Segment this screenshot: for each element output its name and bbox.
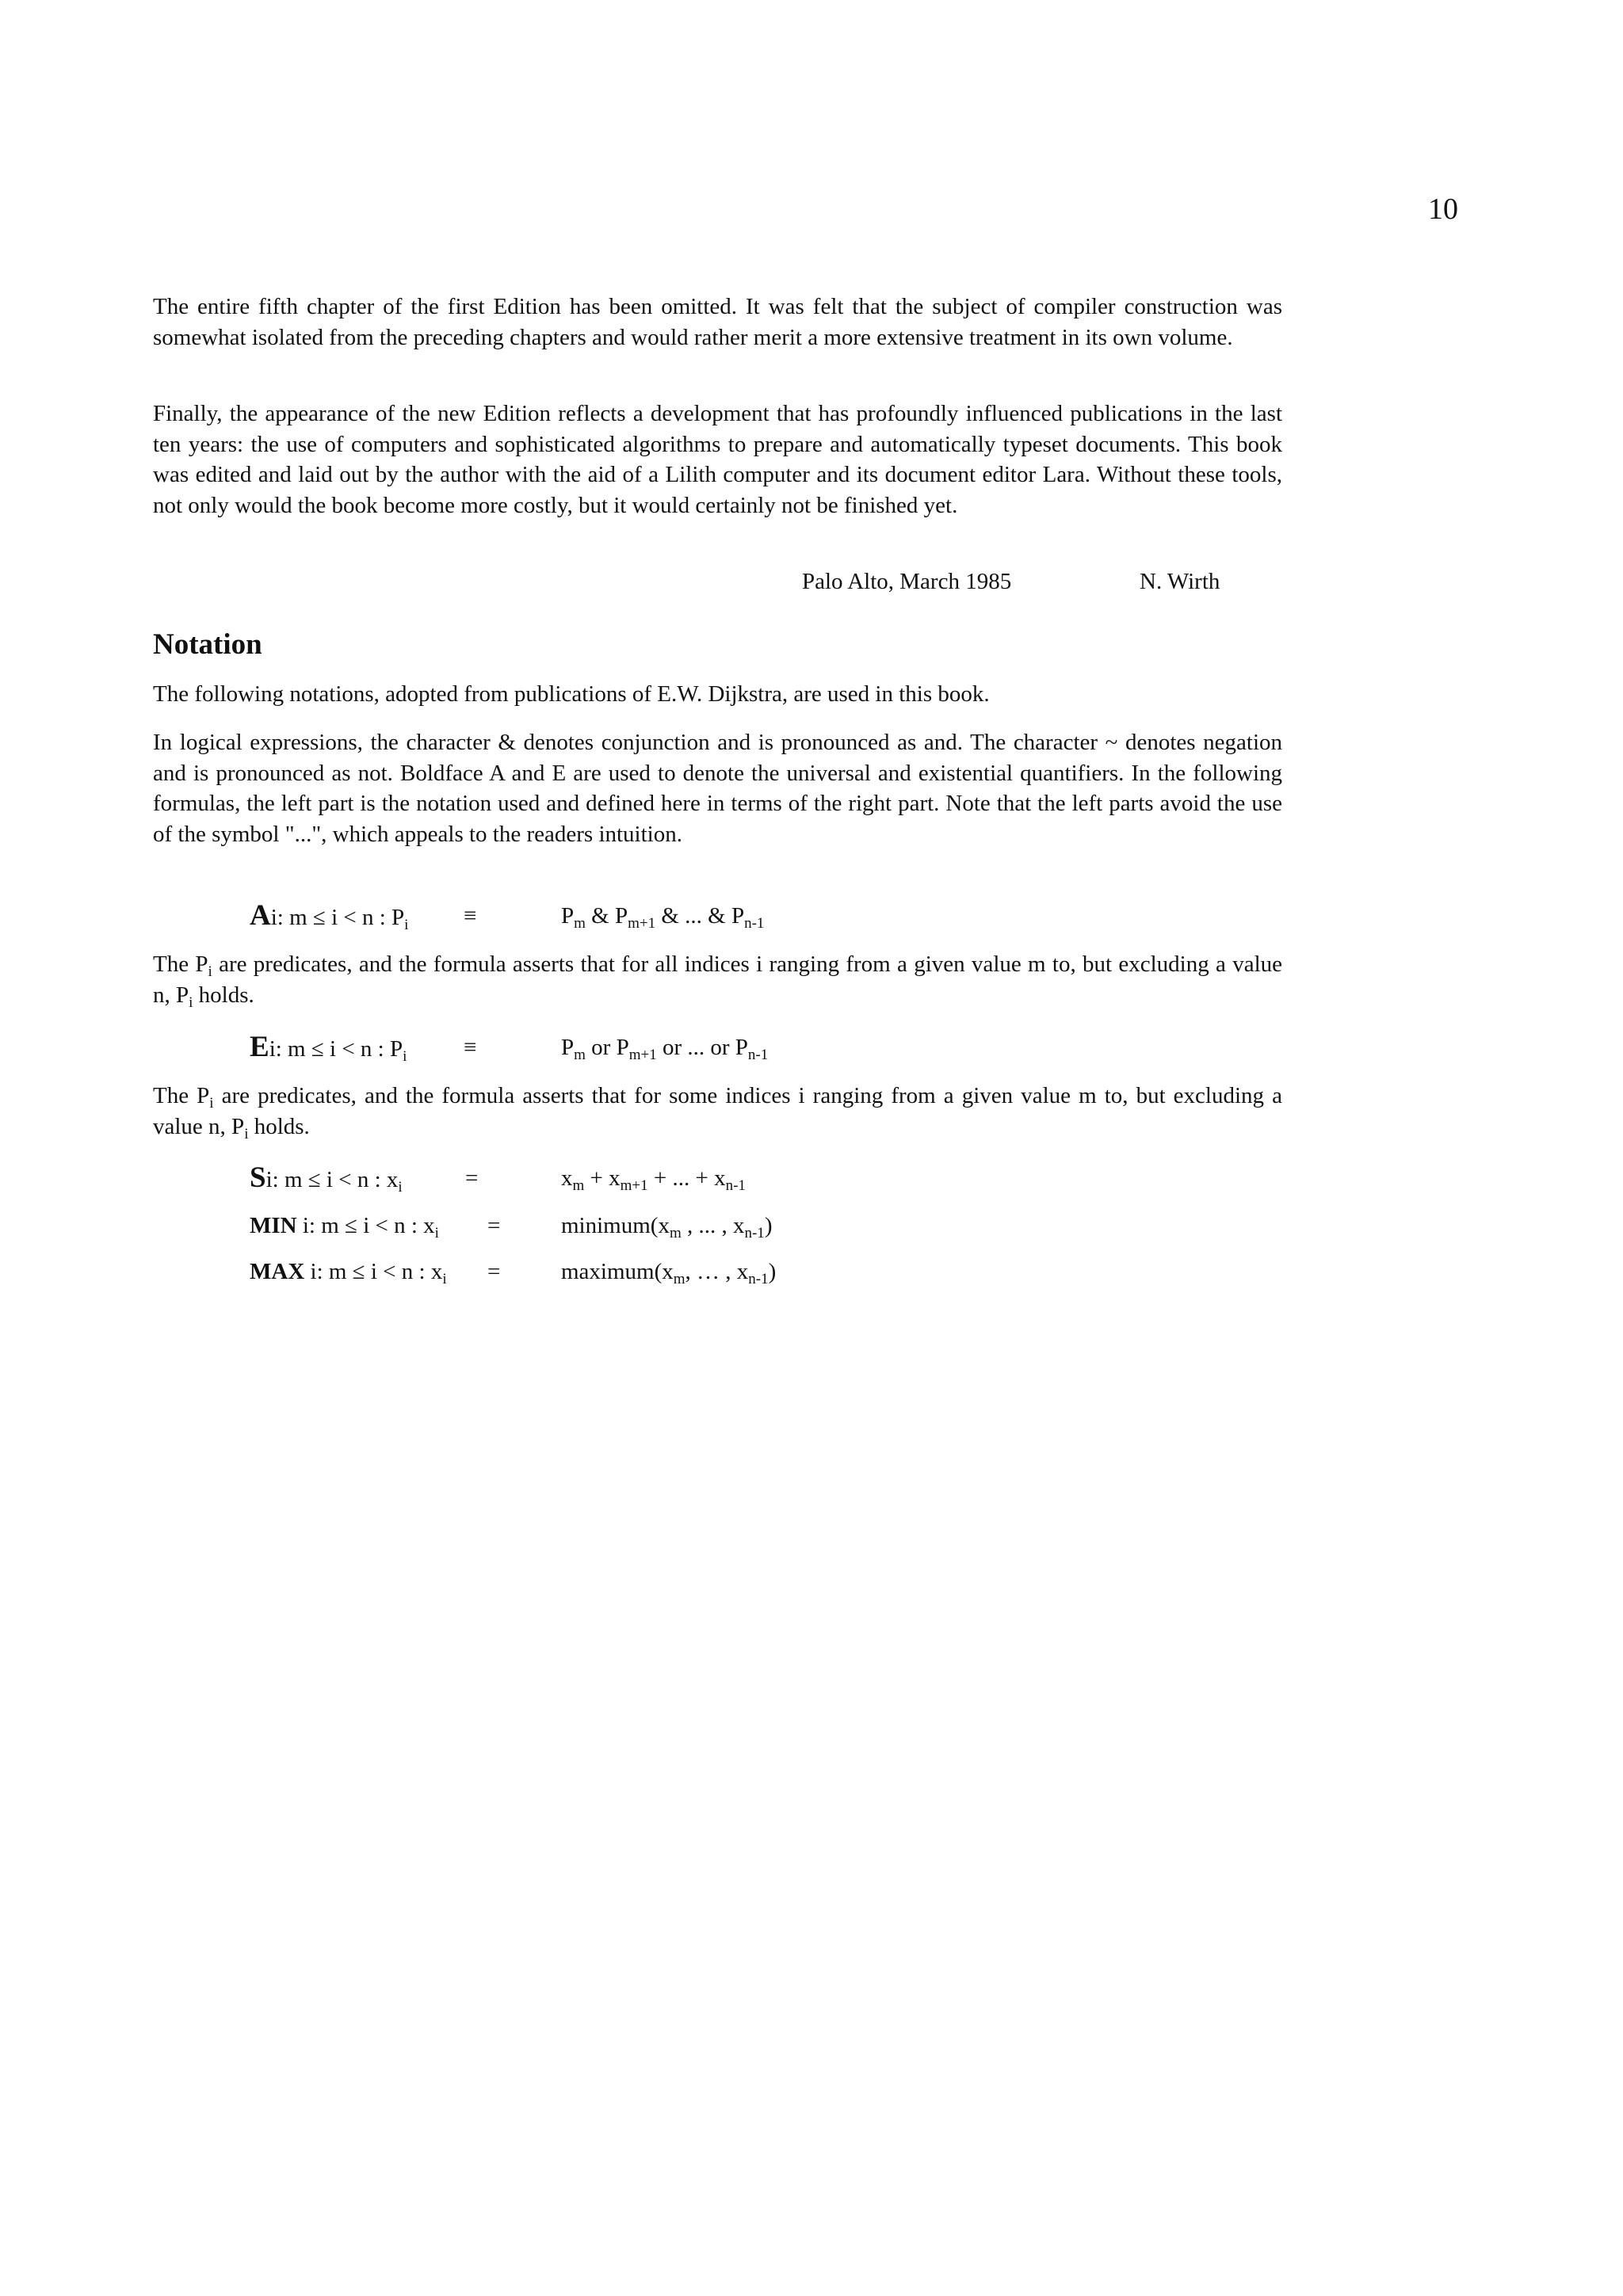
subscript: i	[208, 963, 212, 980]
lhs-subscript: i	[434, 1225, 439, 1241]
paragraph-after-universal	[153, 949, 1282, 1010]
rhs-text: )	[768, 1259, 777, 1284]
equals-symbol: =	[487, 1259, 501, 1284]
rhs-text: & ... & P	[655, 903, 745, 929]
rhs-subscript: n-1	[748, 1271, 769, 1287]
lhs-text: i: m ≤ i < n : x	[304, 1259, 443, 1284]
rhs-text: + x	[584, 1165, 621, 1191]
rhs-subscript: m+1	[620, 1177, 648, 1194]
equals-symbol: =	[487, 1213, 501, 1238]
lhs-text: i: m ≤ i < n : P	[269, 1036, 403, 1062]
rhs-subscript: m	[669, 1225, 682, 1241]
signature-author: N. Wirth	[1140, 569, 1220, 594]
formula-maximum	[250, 1254, 1280, 1289]
rhs-text: )	[764, 1213, 773, 1238]
quantifier-symbol: S	[250, 1161, 266, 1194]
quantifier-symbol: MIN	[250, 1213, 297, 1238]
formula-existential-quantifier	[250, 1030, 1280, 1065]
rhs-text: or ... or P	[656, 1035, 748, 1060]
rhs-subscript: n-1	[744, 915, 765, 932]
formula-rhs	[561, 1254, 776, 1289]
equals-symbol: =	[465, 1165, 479, 1191]
formula-lhs	[250, 1254, 447, 1289]
formula-lhs	[250, 898, 408, 935]
rhs-text: & P	[585, 903, 628, 929]
formula-lhs	[250, 1208, 439, 1243]
page-number: 10	[1428, 193, 1458, 226]
rhs-text: + ... + x	[647, 1165, 726, 1191]
formula-universal-quantifier	[250, 898, 1280, 933]
formula-lhs	[250, 1161, 403, 1197]
text-run: holds.	[248, 1113, 310, 1139]
formula-minimum	[250, 1208, 1280, 1243]
rhs-text: P	[561, 903, 575, 929]
rhs-text: maximum(x	[561, 1259, 674, 1284]
formula-lhs	[250, 1030, 407, 1066]
formula-rhs	[561, 898, 764, 933]
text-run: The P	[153, 952, 208, 977]
text-run: holds.	[193, 982, 254, 1008]
rhs-text: , … , x	[685, 1259, 749, 1284]
rhs-text: P	[561, 1035, 575, 1060]
section-heading-notation: Notation	[153, 628, 262, 661]
equivalence-symbol: ≡	[464, 1035, 477, 1060]
quantifier-symbol: E	[250, 1031, 269, 1063]
subscript: i	[244, 1125, 249, 1142]
subscript: i	[189, 994, 193, 1011]
rhs-subscript: n-1	[725, 1177, 746, 1194]
formula-rhs	[561, 1161, 746, 1196]
notation-logic-paragraph: In logical expressions, the character & denotes conjunction and is pronounced as and. The character ~ denotes negation and is pronounced as not. Boldface A and E are used to denote the universal and existential quantifiers. In the following formulas, the left part is the notation used and defined here in terms of the right part. Note that the left parts avoid the use of the symbol "...", which appeals to the readers intuition.	[153, 730, 1282, 847]
subscript: i	[209, 1095, 214, 1112]
lhs-text: i: m ≤ i < n : x	[265, 1167, 399, 1192]
paragraph-new-edition: Finally, the appearance of the new Edition reflects a development that has profoundly influenced publications in the last ten years: the use of computers and sophisticated algorithms to prepare and automatically typeset documents. This book was edited and laid out by the author with the aid of a Lilith computer and its document editor Lara. Without these tools, not only would the book become more costly, but it would certainly not be finished yet.	[153, 401, 1282, 518]
rhs-text: or P	[585, 1035, 629, 1060]
lhs-subscript: i	[403, 1048, 407, 1065]
rhs-text: x	[561, 1165, 573, 1191]
equivalence-symbol: ≡	[464, 903, 477, 929]
paragraph-fifth-chapter: The entire fifth chapter of the first Edition has been omitted. It was felt that the subject of compiler construction was somewhat isolated from the preceding chapters and would rather merit a more extensive treatment in its own volume.	[153, 294, 1282, 350]
text-run: are predicates, and the formula asserts that for all indices i ranging from a given value m to, but excluding a value n, P	[153, 952, 1282, 1008]
rhs-subscript: m	[574, 1047, 586, 1063]
rhs-subscript: m+1	[628, 1047, 657, 1063]
lhs-subscript: i	[398, 1179, 403, 1196]
lhs-subscript: i	[404, 917, 409, 933]
lhs-subscript: i	[442, 1271, 447, 1287]
formula-rhs	[561, 1030, 768, 1065]
text-run: The P	[153, 1083, 210, 1108]
signature-place-date: Palo Alto, March 1985	[802, 569, 1012, 594]
rhs-text: minimum(x	[561, 1213, 670, 1238]
rhs-subscript: m	[673, 1271, 685, 1287]
rhs-subscript: m+1	[628, 915, 656, 932]
quantifier-symbol: A	[250, 899, 271, 932]
notation-intro: The following notations, adopted from publications of E.W. Dijkstra, are used in this book.	[153, 681, 990, 707]
formula-sum	[250, 1161, 1280, 1196]
rhs-subscript: m	[574, 915, 586, 932]
rhs-subscript: n-1	[747, 1047, 769, 1063]
formula-rhs	[561, 1208, 772, 1243]
rhs-subscript: m	[572, 1177, 585, 1194]
lhs-text: i: m ≤ i < n : P	[270, 905, 405, 930]
text-run: are predicates, and the formula asserts that for some indices i ranging from a given value m to, but excluding a value n, P	[153, 1083, 1282, 1139]
rhs-subscript: n-1	[744, 1225, 765, 1241]
rhs-text: , ... , x	[681, 1213, 745, 1238]
quantifier-symbol: MAX	[250, 1259, 305, 1284]
paragraph-after-existential	[153, 1081, 1282, 1142]
lhs-text: i: m ≤ i < n : x	[296, 1213, 435, 1238]
